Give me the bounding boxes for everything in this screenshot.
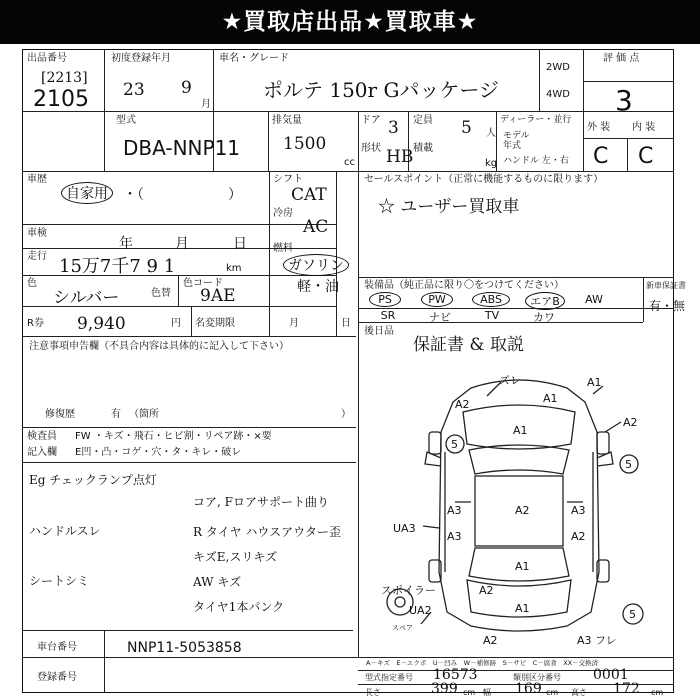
length-label: 長さ bbox=[365, 688, 381, 697]
displacement-value: 1500 bbox=[283, 134, 327, 154]
fuel-alt: 軽・油 bbox=[297, 279, 339, 295]
remark-item: AW キズ bbox=[193, 575, 242, 589]
lot-number: 2105 bbox=[33, 87, 89, 112]
legend-codes: E凹・凸・コゲ・穴・タ・キレ・破レ bbox=[75, 447, 242, 458]
car-damage-diagram bbox=[359, 362, 673, 658]
damage-mark: A2 bbox=[479, 584, 494, 597]
recycle-label: R券 bbox=[27, 318, 44, 329]
inspection-day: 日 bbox=[233, 236, 247, 252]
usage-label: 車歴 bbox=[27, 174, 47, 185]
equip-leather: カワ bbox=[533, 311, 555, 324]
usage-value: 自家用 bbox=[61, 182, 113, 204]
width-label: 幅 bbox=[483, 688, 491, 697]
width-unit: cm bbox=[546, 688, 559, 697]
lot-code: [2213] bbox=[41, 70, 88, 86]
repair-place: （箇所 bbox=[129, 409, 159, 420]
type-no-value: 16573 bbox=[433, 667, 478, 683]
color-code-value: 9AE bbox=[200, 286, 236, 306]
equip-airbag: エアB bbox=[525, 292, 565, 310]
ac-value: AC bbox=[303, 217, 329, 237]
shape-value: HB bbox=[386, 147, 414, 167]
capacity-value: 5 bbox=[461, 118, 472, 138]
damage-mark: A1 bbox=[543, 392, 558, 405]
equip-pw: PW bbox=[421, 292, 453, 307]
banner: ★買取店出品★買取車★ bbox=[0, 0, 700, 44]
remark-item: Eg チェックランプ点灯 bbox=[29, 473, 157, 487]
mileage-label: 走行 bbox=[27, 251, 47, 262]
damage-mark: 5 bbox=[629, 608, 636, 621]
car-name-value: ポルテ 150r Gパッケージ bbox=[263, 78, 500, 102]
handle-label: ハンドル 左・右 bbox=[503, 156, 569, 166]
chassis-label: 車台番号 bbox=[37, 642, 77, 653]
type-no-label: 型式指定番号 bbox=[365, 673, 413, 682]
damage-mark: A1 bbox=[515, 560, 530, 573]
score-value: 3 bbox=[615, 84, 633, 117]
mileage-unit: km bbox=[226, 263, 242, 274]
recycle-unit: 円 bbox=[171, 318, 181, 329]
load-label: 積載 bbox=[413, 143, 433, 154]
title-month-month: 月 bbox=[289, 318, 299, 329]
damage-mark: A3 bbox=[447, 504, 462, 517]
remark-item: ハンドルスレ bbox=[29, 524, 101, 538]
damage-mark: スポイラー bbox=[381, 584, 436, 597]
warranty-label: 新車保証書 bbox=[646, 281, 686, 290]
color-label: 色 bbox=[27, 278, 37, 289]
equip-aw: AW bbox=[585, 293, 603, 306]
load-unit: kg bbox=[485, 158, 498, 169]
first-reg-year: 23 bbox=[123, 80, 145, 100]
recycle-value: 9,940 bbox=[77, 314, 126, 334]
repair-label: 修復歴 bbox=[45, 409, 75, 420]
damage-mark: A3 bbox=[571, 504, 586, 517]
damage-mark: A3 フレ bbox=[577, 634, 617, 647]
length-unit: cm bbox=[463, 688, 476, 697]
cat-no-label: 類別区分番号 bbox=[513, 673, 561, 682]
sales-points-value: ☆ ユーザー買取車 bbox=[378, 197, 520, 217]
repair-value: 有 bbox=[111, 409, 121, 420]
damage-mark: A2 bbox=[515, 504, 530, 517]
chassis-value: NNP11-5053858 bbox=[127, 640, 242, 656]
exterior-label: 外 装 bbox=[587, 122, 611, 133]
lot-label: 出品番号 bbox=[27, 53, 67, 64]
fuel-label: 燃料 bbox=[273, 243, 293, 254]
equip-abs: ABS bbox=[472, 292, 510, 307]
sales-points-label: セールスポイント（正常に機能するものに限ります） bbox=[364, 174, 604, 185]
shift-label: シフト bbox=[273, 174, 303, 185]
cat-no-value: 0001 bbox=[593, 667, 629, 683]
equip-ps: PS bbox=[369, 292, 401, 307]
shift-value: CAT bbox=[291, 185, 327, 205]
damage-mark: A1 bbox=[587, 376, 602, 389]
damage-mark: A1 bbox=[513, 424, 528, 437]
capacity-unit: 人 bbox=[486, 128, 496, 139]
checker-codes: FW ・キズ・飛石・ヒビ割・リペア跡・×要 bbox=[75, 431, 272, 442]
drive-4wd: 4WD bbox=[546, 89, 570, 100]
drive-2wd: 2WD bbox=[546, 62, 570, 73]
repair-close: ） bbox=[341, 409, 351, 420]
tone-label: 色替 bbox=[151, 288, 171, 299]
equip-navi: ナビ bbox=[429, 311, 451, 324]
height-unit: cm bbox=[651, 688, 664, 697]
inspection-year: 年 bbox=[119, 236, 133, 252]
reg-no-label: 登録番号 bbox=[37, 672, 77, 683]
notes-label: 注意事項申告欄（不具合内容は具体的に記入して下さい） bbox=[29, 341, 289, 352]
interior-label: 内 装 bbox=[632, 122, 656, 133]
equip-sr: SR bbox=[380, 309, 396, 322]
inspection-month: 月 bbox=[175, 236, 189, 252]
docs-label: 後日品 bbox=[364, 326, 394, 337]
interior-value: C bbox=[638, 144, 654, 169]
ac-label: 冷房 bbox=[273, 208, 293, 219]
damage-mark: 5 bbox=[625, 458, 632, 471]
damage-mark: 5 bbox=[451, 438, 458, 451]
height-value: 172 bbox=[613, 681, 640, 697]
fuel-value: ガソリン bbox=[283, 254, 349, 276]
car-name-label: 車名・グレード bbox=[219, 53, 289, 64]
damage-mark: A2 bbox=[455, 398, 470, 411]
first-reg-label: 初度登録年月 bbox=[111, 53, 171, 64]
first-reg-month: 9 bbox=[181, 78, 192, 98]
displacement-unit: cc bbox=[344, 157, 355, 168]
usage-rest: ・（ ） bbox=[123, 187, 242, 203]
spare-label: スペア bbox=[392, 624, 413, 632]
model-value: DBA-NNP11 bbox=[123, 136, 241, 160]
mileage-value: 15万7千7 9 1 bbox=[59, 256, 176, 277]
damage-mark: A1 bbox=[515, 602, 530, 615]
auction-sheet bbox=[22, 49, 686, 697]
dealer-label: ディーラー・並行 bbox=[500, 115, 572, 125]
remark-item: R タイヤ ハウスアウター歪 bbox=[193, 525, 341, 539]
model-year-label: モデル 年式 bbox=[503, 131, 530, 151]
displacement-label: 排気量 bbox=[272, 115, 302, 126]
remark-item: シートシミ bbox=[29, 574, 90, 588]
first-reg-unit: 月 bbox=[201, 99, 211, 110]
height-label: 高さ bbox=[571, 688, 587, 697]
damage-mark: A2 bbox=[623, 416, 638, 429]
doors-value: 3 bbox=[388, 118, 399, 138]
equip-tv: TV bbox=[484, 309, 500, 322]
model-label: 型式 bbox=[116, 115, 136, 126]
remark-item: キズE,スリキズ bbox=[193, 550, 278, 564]
checker-label: 検査員 bbox=[27, 431, 57, 442]
capacity-label: 定員 bbox=[413, 115, 433, 126]
doors-label: ドア bbox=[361, 115, 381, 126]
score-label: 評 価 点 bbox=[603, 53, 640, 64]
title-month-label: 名変期限 bbox=[195, 318, 235, 329]
shape-label: 形状 bbox=[361, 143, 381, 154]
warranty-value: 有・無 bbox=[649, 299, 686, 313]
damage-mark: A3 bbox=[447, 530, 462, 543]
color-code-label: 色コード bbox=[183, 278, 223, 289]
width-value: 169 bbox=[515, 681, 542, 697]
damage-mark: UA3 bbox=[393, 522, 416, 535]
remark-item: コア, Fロアサポート曲り bbox=[193, 495, 329, 509]
exterior-value: C bbox=[593, 144, 609, 169]
equipment-label: 装備品（純正品に限り〇をつけてください） bbox=[364, 280, 564, 291]
damage-mark: ズレ bbox=[499, 374, 521, 387]
damage-mark: UA2 bbox=[409, 604, 432, 617]
length-value: 399 bbox=[431, 681, 458, 697]
color-value: シルバー bbox=[53, 288, 120, 308]
docs-value: 保証書 & 取説 bbox=[413, 335, 524, 355]
title-month-day: 日 bbox=[341, 318, 351, 329]
damage-mark: A2 bbox=[483, 634, 498, 647]
legend-label: 記入欄 bbox=[27, 447, 57, 458]
remark-item: タイヤ1本パンク bbox=[193, 600, 285, 614]
damage-key: A－キズ E－エクボ U－凹み W－補修跡 S－サビ C－腐食 XX－交換済 bbox=[366, 659, 599, 667]
damage-mark: A2 bbox=[571, 530, 586, 543]
inspection-label: 車検 bbox=[27, 228, 47, 239]
